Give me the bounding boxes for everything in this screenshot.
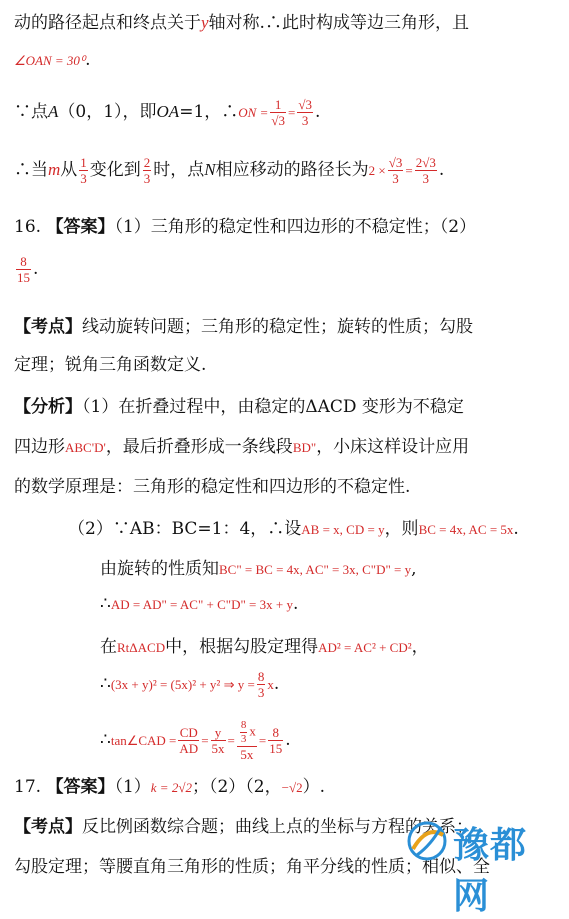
kaodian-line: 【考点】反比例函数综合题；曲线上点的坐标与方程的关系； bbox=[14, 817, 473, 837]
answer-label: 【答案】 bbox=[46, 777, 115, 797]
text-line: 动的路径起点和终点关于y轴对称.∴此时构成等边三角形，且 bbox=[14, 13, 469, 33]
answer-line: 17. 【答案】（1）k = 2√2；（2）（2，−√2）. bbox=[14, 777, 325, 797]
kaodian-line: 【考点】线动旋转问题；三角形的稳定性；旋转的性质；勾股 bbox=[14, 317, 473, 337]
text-line: 的数学原理是：三角形的稳定性和四边形的不稳定性. bbox=[14, 477, 411, 497]
compound-fraction: $\frac{8}{3}$ x 5x bbox=[237, 720, 257, 761]
kaodian-label: 【考点】 bbox=[14, 817, 82, 837]
fraction: $\frac{1}{√3}$ bbox=[271, 97, 285, 128]
fraction: $\frac{8}{15}$ bbox=[17, 254, 30, 285]
fraction: $\frac{8}{15}$ bbox=[269, 725, 283, 756]
text-line: 由旋转的性质知BC" = BC = 4x, AC" = 3x, C"D" = y, bbox=[100, 559, 417, 579]
text-line: （2）∵AB：BC=1：4，∴设AB = x, CD = y，则BC = 4x, AC = 5x. bbox=[68, 519, 519, 539]
text-line: 在RtΔACD中，根据勾股定理得AD² = AC² + CD²， bbox=[100, 637, 429, 657]
fraction: $\frac{√3}{3}$ bbox=[388, 155, 403, 186]
angle-expression: ∠OAN = 30⁰ bbox=[14, 53, 86, 68]
text-line: 勾股定理；等腰直角三角形的性质；角平分线的性质；相似、全 bbox=[14, 857, 490, 877]
text-line: 定理；锐角三角函数定义. bbox=[14, 355, 207, 375]
fraction: $\frac{8}{3}$ bbox=[257, 669, 265, 700]
text-line: $\frac{8}{15}$ . bbox=[17, 254, 39, 285]
watermark-text: 豫都网 bbox=[453, 825, 528, 917]
text-line: ∴tan∠CAD = $\frac{CD}{AD}$ = $\frac{y}{5x}$ = $\frac{8}{3}$ x 5x = $\frac{8}{15}$ . bbox=[100, 719, 291, 762]
text-line: ∴当m从 $\frac{1}{3}$ 变化到 $\frac{2}{3}$ 时，点N相应移动的路径长为2 × $\frac{√3}{3}$ = $\frac{2√3}{3}$ . bbox=[14, 155, 445, 186]
text-line: ∴(3x + y)² = (5x)² + y² ⇒ y = $\frac{8}{3}$ x. bbox=[100, 669, 280, 700]
answer-label: 【答案】 bbox=[46, 217, 115, 237]
fraction: $\frac{CD}{AD}$ bbox=[179, 725, 199, 756]
fraction: $\frac{2√3}{3}$ bbox=[415, 155, 436, 186]
analysis-label: 【分析】 bbox=[14, 397, 82, 417]
answer-line: 16. 【答案】（1）三角形的稳定性和四边形的不稳定性；（2） bbox=[14, 217, 477, 237]
kaodian-label: 【考点】 bbox=[14, 317, 82, 337]
globe-logo-icon bbox=[405, 819, 449, 863]
text-line: 四边形ABC'D'，最后折叠形成一条线段BD"，小床这样设计应用 bbox=[14, 437, 470, 457]
text-line: ∵点A（0，1），即OA=1，∴ON = $\frac{1}{√3}$ = $\frac{√3}{3}$ . bbox=[14, 97, 321, 128]
text-line: ∴AD = AD" = AC" + C"D" = 3x + y. bbox=[100, 594, 299, 614]
watermark bbox=[405, 815, 555, 917]
analysis-line: 【分析】（1）在折叠过程中，由稳定的ΔACD 变形为不稳定 bbox=[14, 397, 464, 417]
text-line: ∠OAN = 30⁰. bbox=[14, 50, 91, 70]
fraction: $\frac{√3}{3}$ bbox=[298, 97, 312, 128]
fraction: $\frac{2}{3}$ bbox=[143, 155, 151, 186]
fraction: $\frac{y}{5x}$ bbox=[211, 725, 225, 756]
fraction: $\frac{1}{3}$ bbox=[80, 155, 87, 186]
